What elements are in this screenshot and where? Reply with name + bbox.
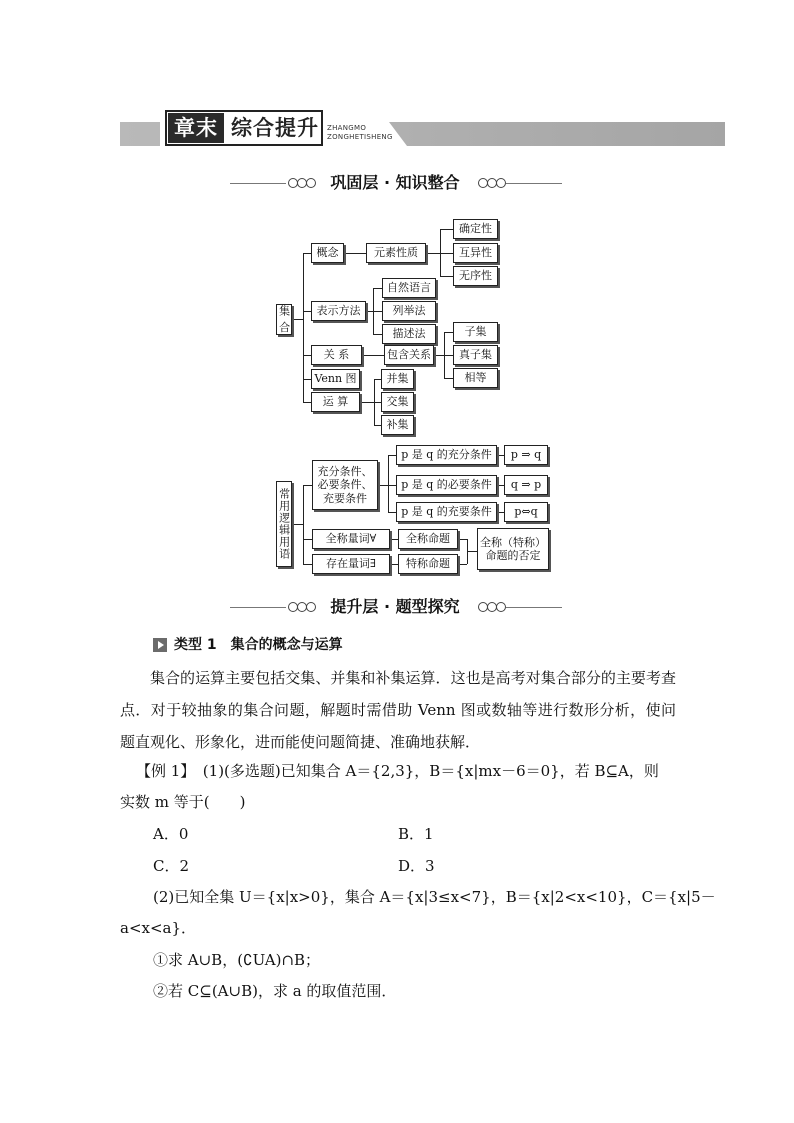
node-union: 并集: [381, 369, 414, 389]
node-equal: 相等: [453, 368, 498, 388]
chapter-summary-title: 综合提升: [231, 116, 319, 140]
node-element-property: 元素性质: [366, 243, 426, 263]
node-proper-subset: 真子集: [453, 345, 498, 365]
node-iff: p 是 q 的充要条件: [396, 502, 497, 522]
rings-ornament-icon: [476, 601, 508, 613]
rings-ornament-icon: [476, 177, 508, 189]
node-unordered: 无序性: [453, 266, 498, 286]
option-a: A．0: [153, 825, 189, 843]
node-conditions: 充分条件、必要条件、充要条件: [312, 460, 378, 510]
node-sufficient: p 是 q 的充分条件: [396, 445, 497, 465]
node-description: 描述法: [382, 324, 436, 344]
node-definite: 确定性: [453, 219, 498, 239]
node-inclusion: 包含关系: [384, 345, 434, 365]
node-complement: 补集: [381, 415, 414, 435]
type-heading: 类型 1 集合的概念与运算: [174, 637, 343, 653]
option-b: B．1: [398, 825, 434, 843]
example-1-line1: 【例 1】 (1)(多选题)已知集合 A＝{2,3}，B＝{x|mx－6＝0}，若 B⊆A，则: [136, 762, 659, 780]
option-d: D．3: [398, 857, 435, 875]
rings-ornament-icon: [286, 177, 318, 189]
node-listing: 列举法: [382, 301, 436, 321]
node-concept: 概念: [311, 243, 344, 263]
node-relation: 关 系: [311, 345, 362, 365]
node-logic-terms: 常用逻辑用语: [276, 481, 292, 567]
intro-paragraph: 集合的运算主要包括交集、并集和补集运算．这也是高考对集合部分的主要考查点．对于较抽象的集合问题，解题时需借助 Venn 图或数轴等进行数形分析，使问题直观化、形象化，进而能使问题简捷、准确地获解．: [120, 669, 676, 751]
part2-line1: (2)已知全集 U＝{x|x>0}，集合 A＝{x|3≤x<7}，B＝{x|2<x<10}，C＝{x|5－: [153, 888, 716, 906]
example-1-line2: 实数 m 等于( ): [120, 793, 246, 811]
node-subset: 子集: [453, 322, 498, 342]
node-necessary: p 是 q 的必要条件: [396, 475, 497, 495]
node-set: 集 合: [277, 305, 291, 334]
node-negation: 全称（特称）命题的否定: [477, 528, 549, 570]
node-universal-quantifier: 全称量词∀: [312, 529, 390, 549]
question-2: ②若 C⊆(A∪B)，求 a 的取值范围．: [153, 982, 397, 1000]
node-representation: 表示方法: [311, 301, 366, 321]
rings-ornament-icon: [286, 601, 318, 613]
part2-line2: a<x<a}．: [120, 919, 197, 937]
node-sufficient-symbol: p ⇒ q: [504, 445, 548, 465]
option-c: C．2: [153, 857, 190, 875]
play-triangle-icon: [153, 638, 167, 652]
section-title-consolidation: 巩固层 · 知识整合: [230, 172, 560, 194]
section-title-improvement: 提升层 · 题型探究: [230, 596, 560, 618]
node-existential-proposition: 特称命题: [398, 554, 458, 574]
chapter-end-label: 章末: [168, 113, 224, 143]
node-operation: 运 算: [311, 392, 360, 412]
knowledge-structure-diagram: [270, 214, 560, 574]
node-universal-proposition: 全称命题: [398, 529, 458, 549]
node-venn: Venn 图: [311, 369, 360, 389]
banner-pinyin: ZHANGMO ZONGHETISHENG: [327, 124, 393, 141]
node-iff-symbol: p⇔q: [504, 502, 548, 522]
node-intersection: 交集: [381, 392, 414, 412]
node-existential-quantifier: 存在量词∃: [312, 554, 390, 574]
node-necessary-symbol: q ⇒ p: [504, 475, 548, 495]
node-natural-language: 自然语言: [382, 278, 436, 298]
question-1: ①求 A∪B，(∁UA)∩B；: [153, 951, 321, 969]
node-distinct: 互异性: [453, 243, 498, 263]
